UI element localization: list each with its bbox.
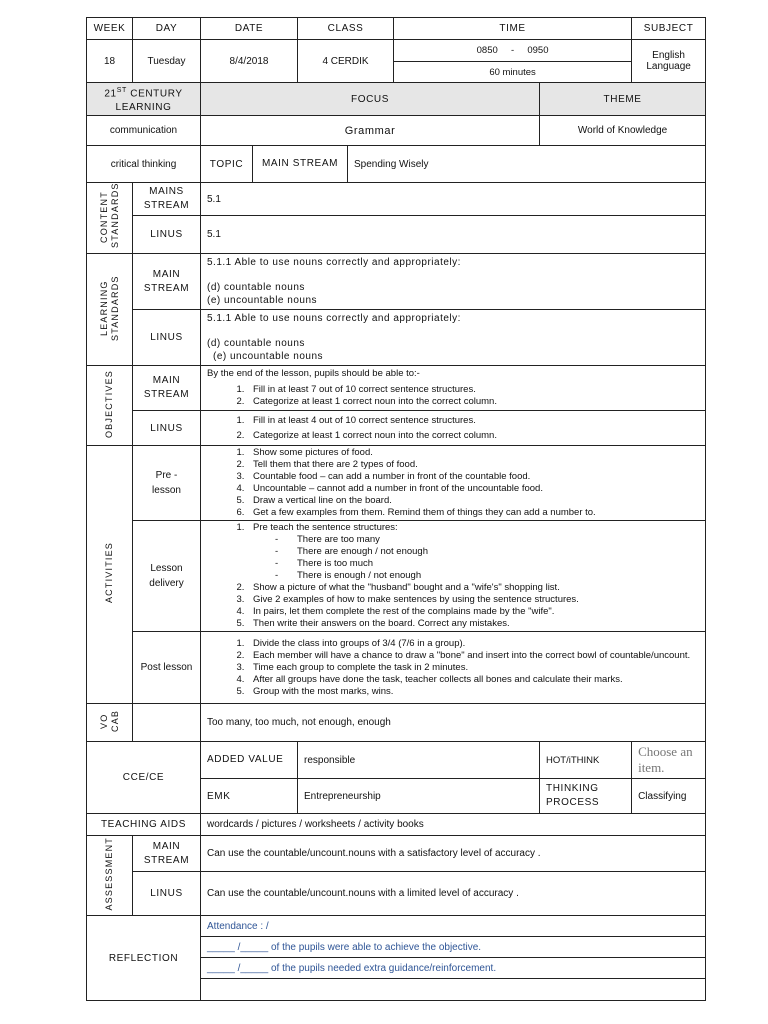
learning-main-value: 5.1.1 Able to use nouns correctly and appropriately: (d) countable nouns (e) uncountable nouns [201, 254, 706, 310]
objectives-main-list [207, 384, 699, 408]
pre-lesson-label: Pre - lesson [133, 446, 201, 521]
time-header: TIME [394, 18, 632, 40]
list-item: 2. Each member will have a chance to draw a "bone" and insert into the correct bowl of countable/uncount. [247, 650, 701, 662]
list-item: 2. Show a picture of what the "husband" bought and a "wife's" shopping list. [247, 582, 701, 594]
list-item: 3. Time each group to complete the task in 2 minutes. [247, 662, 701, 674]
post-lesson-label: Post lesson [133, 632, 201, 704]
pre-lesson-value [201, 446, 706, 521]
reflection-blank-line [201, 979, 706, 1001]
list-item: 1. Fill in at least 4 out of 10 correct sentence structures. [247, 413, 699, 428]
post-lesson-list [205, 638, 701, 698]
list-item: - There is too much [275, 558, 701, 570]
list-item: 5. Group with the most marks, wins. [247, 686, 701, 698]
added-value-label: ADDED VALUE [201, 742, 298, 779]
list-item: 1. Divide the class into groups of 3/4 (7/6 in a group). [247, 638, 701, 650]
time-range [394, 40, 632, 62]
day-value: Tuesday [133, 40, 201, 83]
day-header: DAY [133, 18, 201, 40]
assessment-main-stream-label: MAIN STREAM [133, 836, 201, 872]
vocab-label: VO CAB [87, 704, 133, 742]
lesson-delivery-value [201, 521, 706, 632]
reflection-guidance-line: _____ /_____ of the pupils needed extra guidance/reinforcement. [201, 958, 706, 979]
sentence-structure-list [253, 534, 701, 582]
list-item: 4. In pairs, let them complete the rest of the complains made by the "wife". [247, 606, 701, 618]
focus-header: FOCUS [201, 83, 540, 116]
added-value-value: responsible [298, 742, 540, 779]
content-linus-label: LINUS [133, 216, 201, 254]
lesson-plan-table [86, 17, 706, 1001]
assessment-linus-label: LINUS [133, 872, 201, 916]
lesson-plan [86, 17, 705, 1001]
list-item: 6. Get a few examples from them. Remind them of things they can add a number to. [247, 507, 701, 519]
learning-linus-label: LINUS [133, 310, 201, 366]
class-value: 4 CERDIK [298, 40, 394, 83]
list-item: 1. Fill in at least 7 out of 10 correct sentence structures. [247, 384, 699, 396]
duration-value: 60 minutes [394, 62, 632, 83]
theme-header: THEME [540, 83, 706, 116]
theme-value: World of Knowledge [540, 116, 706, 146]
date-value: 8/4/2018 [201, 40, 298, 83]
teaching-aids-value: wordcards / pictures / worksheets / activity books [201, 814, 706, 836]
assessment-main-value: Can use the countable/uncount.nouns with a satisfactory level of accuracy . [201, 836, 706, 872]
teaching-aids-label: TEACHING AIDS [87, 814, 201, 836]
century-learning-label: 21ST CENTURY LEARNING [87, 83, 201, 116]
reflection-objective-line: _____ /_____ of the pupils were able to achieve the objective. [201, 937, 706, 958]
skill-critical-thinking: critical thinking [87, 146, 201, 183]
content-mains-stream-label: MAINS STREAM [133, 183, 201, 216]
time-start: 0850 [476, 45, 498, 56]
list-item: - There are too many [275, 534, 701, 546]
content-linus-value: 5.1 [201, 216, 706, 254]
list-item: - There is enough / not enough [275, 570, 701, 582]
lesson-delivery-label: Lesson delivery [133, 521, 201, 632]
time-separator: - [510, 45, 515, 56]
emk-label: EMK [201, 779, 298, 814]
attendance-line: Attendance : / [201, 916, 706, 937]
post-lesson-value [201, 632, 706, 704]
pre-lesson-list [205, 447, 701, 519]
objectives-linus-list [207, 413, 699, 443]
objectives-linus-label: LINUS [133, 411, 201, 446]
objectives-label: OBJECTIVES [87, 366, 133, 446]
thinking-process-value: Classifying [632, 779, 706, 814]
vocab-value: Too many, too much, not enough, enough [201, 704, 706, 742]
content-mains-value: 5.1 [201, 183, 706, 216]
list-item: 5. Then write their answers on the board. Correct any mistakes. [247, 618, 701, 630]
week-value: 18 [87, 40, 133, 83]
activities-label: ACTIVITIES [87, 446, 133, 704]
topic-main-stream-label: MAIN STREAM [253, 146, 348, 183]
week-header: WEEK [87, 18, 133, 40]
objectives-linus-value [201, 411, 706, 446]
emk-value: Entrepreneurship [298, 779, 540, 814]
list-item: 3. Countable food – can add a number in front of the countable food. [247, 471, 701, 483]
hot-ithink-select[interactable]: Choose an item. [632, 742, 706, 779]
date-header: DATE [201, 18, 298, 40]
list-item: 2. Categorize at least 1 correct noun into the correct column. [247, 396, 699, 408]
list-item: 4. After all groups have done the task, teacher collects all bones and calculate their marks. [247, 674, 701, 686]
topic-value: Spending Wisely [348, 146, 706, 183]
learning-standards-label: LEARNING STANDARDS [87, 254, 133, 366]
objectives-intro: By the end of the lesson, pupils should be able to:- [207, 368, 420, 379]
learning-linus-value: 5.1.1 Able to use nouns correctly and appropriately: (d) countable nouns (e) uncountable nouns [201, 310, 706, 366]
list-item: 1. Pre teach the sentence structures: - There are too many - There are enough / not enough - There is too much - There is enough / not enough [247, 522, 701, 582]
time-end: 0950 [527, 45, 549, 56]
vocab-blank [133, 704, 201, 742]
reflection-label: REFLECTION [87, 916, 201, 1001]
focus-value: Grammar [201, 116, 540, 146]
list-item: 2. Tell them that there are 2 types of food. [247, 459, 701, 471]
cce-label: CCE/CE [87, 742, 201, 814]
list-item: 4. Uncountable – cannot add a number in front of the uncountable food. [247, 483, 701, 495]
lesson-delivery-list [205, 522, 701, 630]
list-item: 2. Categorize at least 1 correct noun into the correct column. [247, 428, 699, 443]
skill-communication: communication [87, 116, 201, 146]
assessment-label: ASSESSMENT [87, 836, 133, 916]
thinking-process-label: THINKING PROCESS [540, 779, 632, 814]
objectives-main-value [201, 366, 706, 411]
list-item: 1. Show some pictures of food. [247, 447, 701, 459]
subject-value: English Language [632, 40, 706, 83]
content-standards-label: CONTENT STANDARDS [87, 183, 133, 254]
topic-label: TOPIC [201, 146, 253, 183]
list-item: 3. Give 2 examples of how to make sentences by using the sentence structures. [247, 594, 701, 606]
hot-ithink-label: HOT/iTHINK [540, 742, 632, 779]
subject-header: SUBJECT [632, 18, 706, 40]
assessment-linus-value: Can use the countable/uncount.nouns with a limited level of accuracy . [201, 872, 706, 916]
class-header: CLASS [298, 18, 394, 40]
list-item: - There are enough / not enough [275, 546, 701, 558]
objectives-main-stream-label: MAIN STREAM [133, 366, 201, 411]
learning-main-stream-label: MAIN STREAM [133, 254, 201, 310]
list-item: 5. Draw a vertical line on the board. [247, 495, 701, 507]
